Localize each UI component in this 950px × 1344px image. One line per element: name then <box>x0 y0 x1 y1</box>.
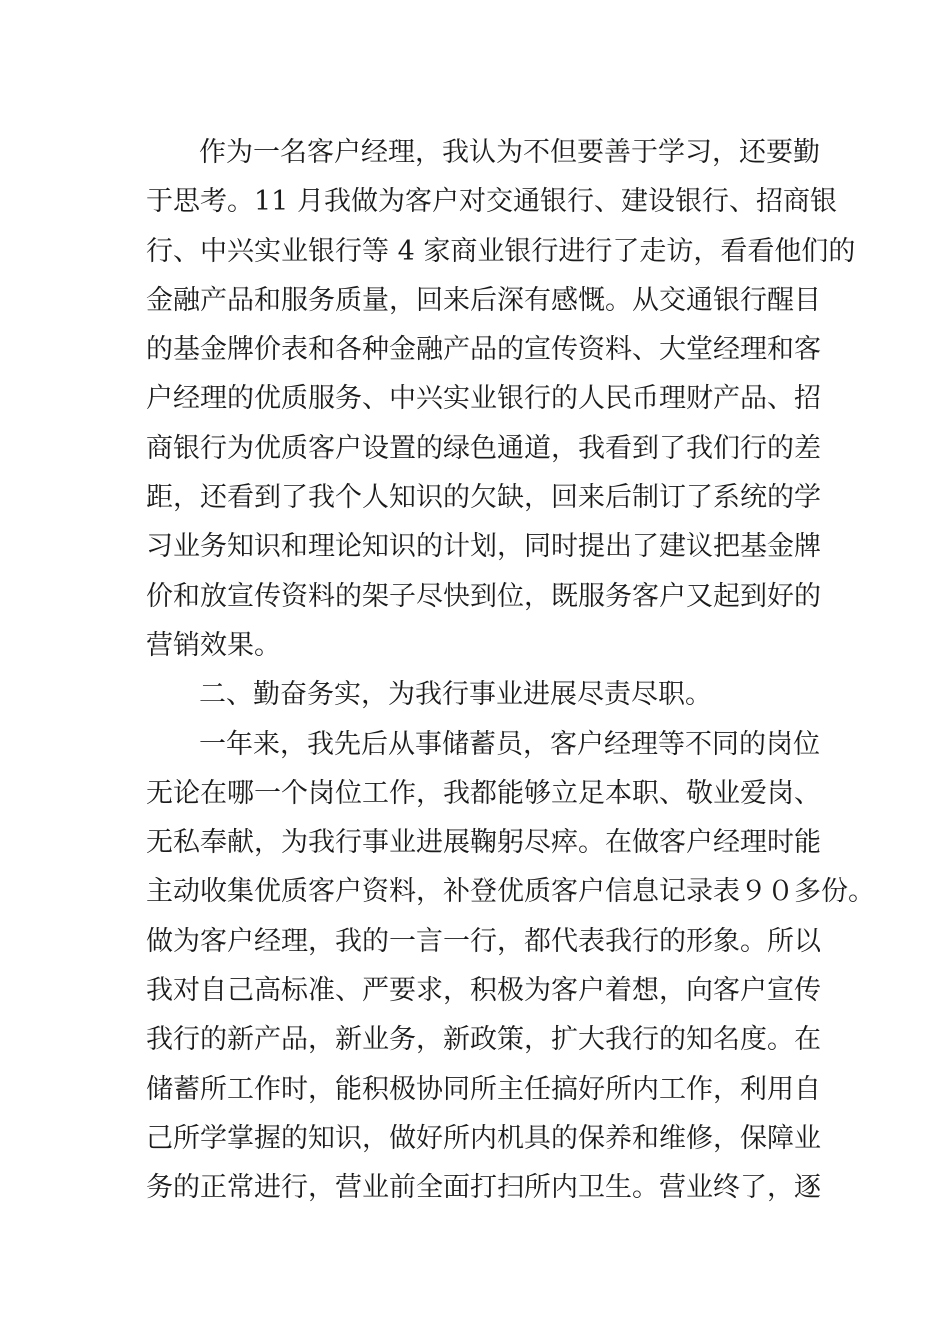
paragraph-line: 金融产品和服务质量，回来后深有感慨。从交通银行醒目 <box>146 284 821 316</box>
body-text <box>146 128 875 1213</box>
section-heading: 二、勤奋务实，为我行事业进展尽责尽职。 <box>199 679 712 711</box>
paragraph-line: 无论在哪一个岗位工作，我都能够立足本职、敬业爱岗、 <box>146 777 821 809</box>
paragraph-line: 作为一名客户经理，我认为不但要善于学习，还要勤 <box>199 137 820 168</box>
paragraph-line: 己所学掌握的知识，做好所内机具的保养和维修，保障业 <box>146 1122 821 1154</box>
paragraph-line: 行、中兴实业银行等 4 家商业银行进行了走访，看看他们的 <box>146 235 856 267</box>
paragraph-line: 务的正常进行，营业前全面打扫所内卫生。营业终了，逐 <box>146 1172 821 1204</box>
paragraph-line: 无私奉献，为我行事业进展鞠躬尽瘁。在做客户经理时能 <box>146 827 821 859</box>
paragraph-line: 于思考。11 月我做为客户对交通银行、建设银行、招商银 <box>146 186 837 218</box>
paragraph-line: 做为客户经理，我的一言一行，都代表我行的形象。所以 <box>146 925 821 957</box>
paragraph-line: 储蓄所工作时，能积极协同所主任搞好所内工作，利用自 <box>146 1073 821 1105</box>
paragraph-line: 营销效果。 <box>146 629 281 661</box>
paragraph-line: 价和放宣传资料的架子尽快到位，既服务客户又起到好的 <box>146 580 821 612</box>
paragraph-line: 商银行为优质客户设置的绿色通道，我看到了我们行的差 <box>146 432 821 464</box>
paragraph-line: 我行的新产品，新业务，新政策，扩大我行的知名度。在 <box>146 1024 821 1056</box>
paragraph-line: 的基金牌价表和各种金融产品的宣传资料、大堂经理和客 <box>146 334 821 366</box>
paragraph-line: 一年来，我先后从事储蓄员，客户经理等不同的岗位 <box>199 728 820 760</box>
paragraph-line: 我对自己高标准、严要求，积极为客户着想，向客户宣传 <box>146 975 821 1007</box>
paragraph-line: 户经理的优质服务、中兴实业银行的人民币理财产品、招 <box>146 383 821 415</box>
paragraph-line: 主动收集优质客户资料，补登优质客户信息记录表９０多份。 <box>146 876 875 908</box>
paragraph-line: 距，还看到了我个人知识的欠缺，回来后制订了系统的学 <box>146 482 821 514</box>
paragraph-line: 习业务知识和理论知识的计划，同时提出了建议把基金牌 <box>146 531 821 563</box>
